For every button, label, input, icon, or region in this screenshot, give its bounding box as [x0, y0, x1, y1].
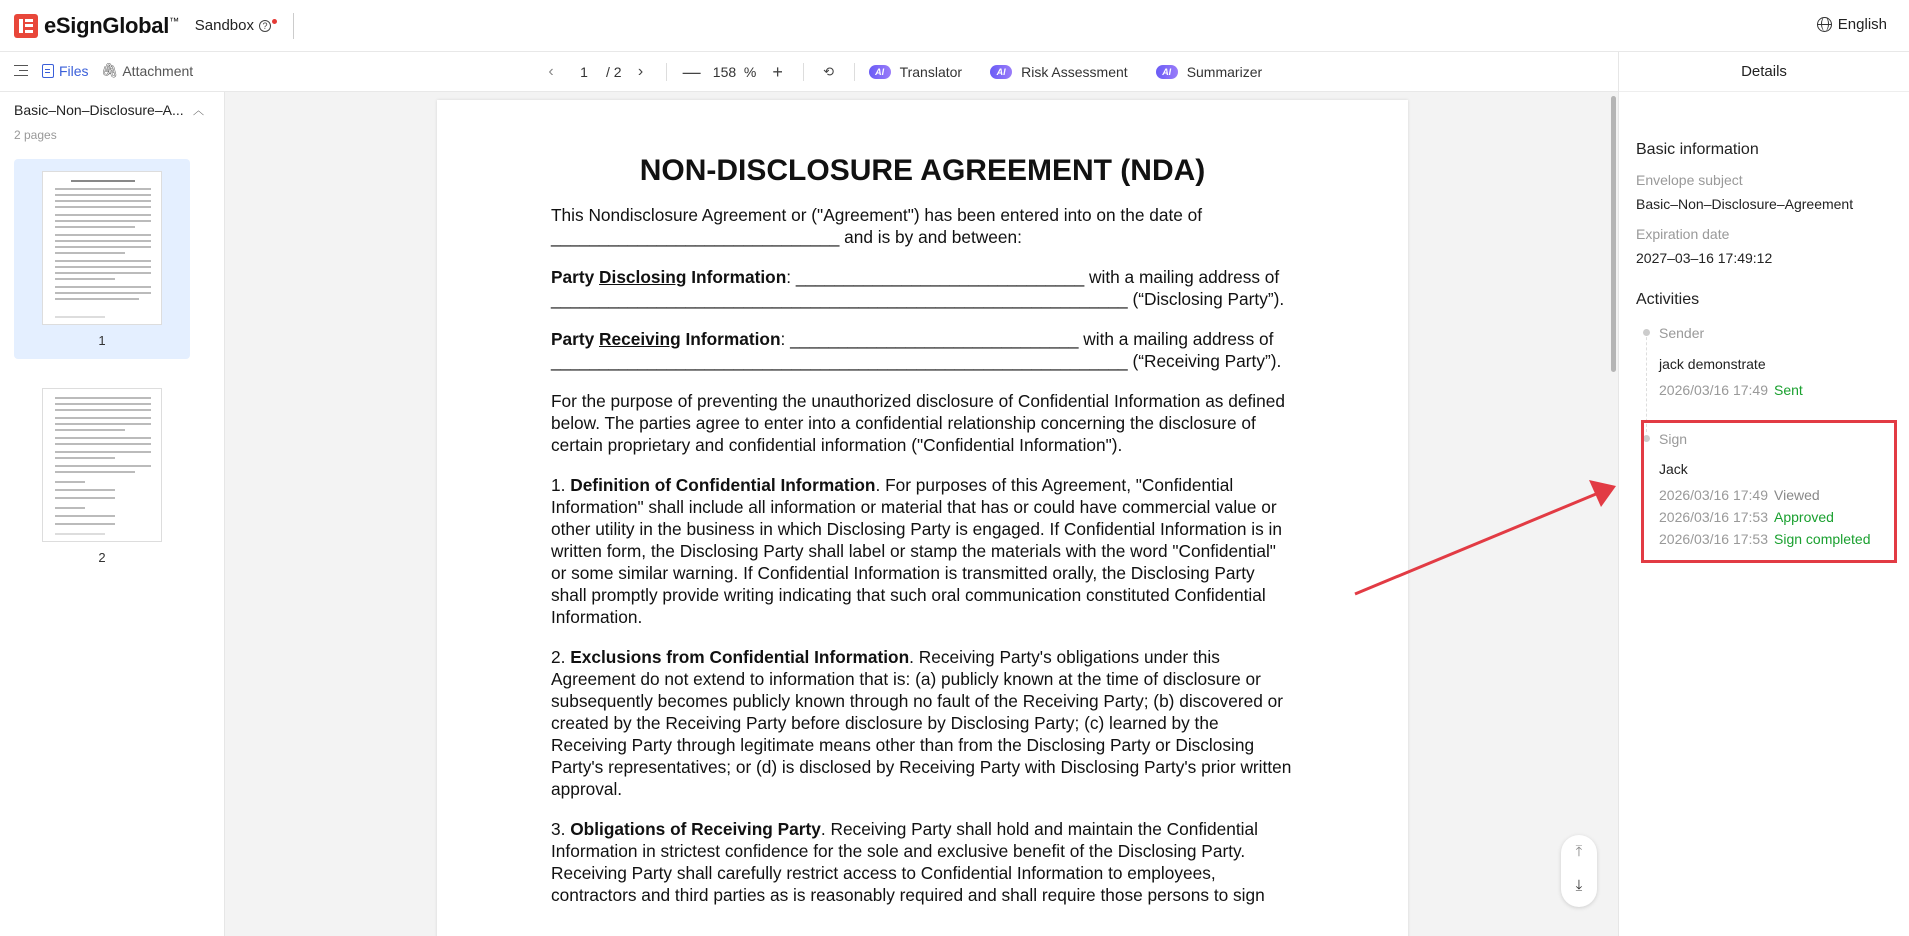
section-2	[551, 646, 1294, 800]
document-group-header[interactable]	[14, 102, 204, 118]
section-number: 2.	[551, 647, 571, 667]
section-1	[551, 474, 1294, 628]
file-sidebar	[0, 92, 225, 936]
summarizer-label: Summarizer	[1186, 64, 1263, 80]
thumbnail-image	[42, 171, 162, 325]
paperclip-icon: 🖇	[100, 62, 119, 78]
activity-role-sender: Sender	[1659, 325, 1705, 341]
page-number-input[interactable]: 1	[580, 64, 588, 80]
section-heading: Definition of Confidential Information	[570, 475, 876, 495]
brand-logo[interactable]	[14, 13, 179, 39]
section-number: 1.	[551, 475, 571, 495]
thumbnail-image	[42, 388, 162, 542]
envelope-subject-value: Basic–Non–Disclosure–Agreement	[1636, 196, 1854, 212]
timeline-dot	[1643, 329, 1650, 336]
document-page	[437, 100, 1408, 936]
file-icon	[42, 64, 54, 78]
outline-toggle-icon[interactable]	[14, 65, 28, 77]
label-party: Party	[551, 329, 600, 349]
document-title: NON-DISCLOSURE AGREEMENT (NDA)	[639, 154, 1206, 187]
activity-name-sender: jack demonstrate	[1659, 356, 1766, 372]
intro-paragraph: This Nondisclosure Agreement or ("Agreement") has been entered into on the date of ______________________________ and is by and between:	[551, 205, 1203, 247]
zoom-unit: %	[743, 64, 757, 80]
top-header	[0, 0, 1909, 52]
language-selector[interactable]	[1817, 16, 1887, 33]
activity-name-sign: Jack	[1659, 461, 1688, 477]
label-disclosing: Disclosing	[599, 267, 687, 287]
tab-attachment[interactable]	[101, 62, 194, 79]
toolbar-divider	[854, 63, 855, 81]
event-status: Sent	[1774, 382, 1803, 398]
document-viewer[interactable]	[225, 92, 1618, 936]
section-number: 3.	[551, 819, 571, 839]
activities-title: Activities	[1636, 291, 1700, 308]
risk-assessment-button[interactable]	[990, 64, 1128, 80]
summarizer-button[interactable]	[1156, 64, 1262, 80]
scroll-to-bottom-icon[interactable]: ⤓	[1575, 877, 1583, 894]
zoom-in-button[interactable]: +	[772, 61, 783, 82]
disclosing-party-paragraph	[551, 266, 1294, 310]
tab-files-label: Files	[59, 62, 89, 79]
language-label: English	[1837, 16, 1887, 33]
environment-label[interactable]	[195, 17, 277, 34]
document-name: Basic–Non–Disclosure–A...	[14, 102, 184, 118]
page-thumbnail-2[interactable]	[14, 376, 190, 576]
envelope-subject-label: Envelope subject	[1636, 172, 1743, 188]
trademark: ™	[169, 16, 179, 28]
section-body: . For purposes of this Agreement, "Confidential Information" shall include all information or material that has or could have commercial value or other utility in the business in which Disclosing Party is engaged. If Confidential Information is in written form, the Disclosing Party shall label or stamp the materials with the word "Confidential" or some similar warning. If Confidential Information is transmitted orally, the Disclosing Party shall promptly provide writing indicating that such oral communication constituted Confidential Information.	[551, 475, 1282, 627]
event-time: 2026/03/16 17:49	[1659, 382, 1768, 398]
highlight-box	[1641, 420, 1897, 563]
event-status: Viewed	[1774, 487, 1820, 503]
brand-name: eSignGlobal	[44, 12, 170, 38]
activity-event	[1659, 382, 1803, 398]
toolbar-divider	[666, 63, 667, 81]
translator-label: Translator	[899, 64, 963, 80]
page-thumbnail-1[interactable]	[14, 159, 190, 359]
event-status: Sign completed	[1774, 531, 1871, 547]
chevron-up-icon[interactable]: ︿	[193, 105, 204, 117]
section-heading: Obligations of Receiving Party	[570, 819, 821, 839]
label-party: Party	[551, 267, 600, 287]
disclosing-party-text: : ______________________________ with a mailing address of ____________________________________________________________ (“Disclosing Party”).	[551, 267, 1285, 309]
expiration-value: 2027–03–16 17:49:12	[1636, 250, 1773, 266]
next-page-button[interactable]: ›	[637, 63, 644, 80]
header-divider	[293, 13, 294, 39]
label-receiving: Receiving	[599, 329, 681, 349]
help-icon[interactable]: ?	[259, 20, 271, 32]
details-panel	[1618, 52, 1909, 936]
label-information: Information	[680, 329, 781, 349]
page-count: 2 pages	[14, 128, 57, 142]
brand-logo-icon	[14, 14, 38, 38]
viewer-scrollbar[interactable]	[1611, 96, 1616, 372]
section-heading: Exclusions from Confidential Information	[570, 647, 910, 667]
viewer-toolbar	[0, 52, 1618, 92]
page-total: / 2	[606, 64, 622, 80]
details-title: Details	[1619, 52, 1909, 92]
environment-text: Sandbox	[194, 17, 254, 34]
globe-icon	[1817, 17, 1832, 32]
event-time: 2026/03/16 17:53	[1659, 509, 1768, 525]
label-information: Information	[686, 267, 787, 287]
scroll-controls	[1561, 835, 1597, 907]
tab-attachment-label: Attachment	[122, 62, 194, 79]
translator-button[interactable]	[869, 64, 963, 80]
notification-dot	[272, 19, 277, 24]
thumbnail-label: 2	[98, 550, 106, 565]
risk-assessment-label: Risk Assessment	[1021, 64, 1128, 80]
basic-info-title: Basic information	[1636, 141, 1759, 158]
scroll-to-top-icon[interactable]: ⤒	[1575, 843, 1583, 860]
ai-icon: AI	[1156, 65, 1178, 79]
prev-page-button[interactable]: ‹	[548, 63, 554, 80]
purpose-paragraph: For the purpose of preventing the unauthorized disclosure of Confidential Information as defined below. The parties agree to enter into a confidential relationship concerning the disclosure of certain proprietary and confidential information ("Confidential Information").	[551, 391, 1285, 455]
activity-role-sign: Sign	[1659, 431, 1688, 447]
event-time: 2026/03/16 17:53	[1659, 531, 1768, 547]
receiving-party-paragraph	[551, 328, 1294, 372]
ai-icon: AI	[869, 65, 891, 79]
section-body: . Receiving Party's obligations under this Agreement do not extend to information that is: (a) publicly known at the time of disclosure or subsequently becomes publicly known through no fault of the Receiving Party; (b) discovered or created by the Receiving Party before disclosure by Disclosing Party; (c) learned by the Receiving Party through legitimate means other than from the Disclosing Party or Disclosing Party's representatives; or (d) is disclosed by Receiving Party with Disclosing Party's prior written approval.	[551, 647, 1292, 799]
zoom-level[interactable]	[703, 64, 767, 80]
receiving-party-text: : ______________________________ with a mailing address of ____________________________________________________________ (“Receiving Party”).	[551, 329, 1282, 371]
event-status: Approved	[1774, 509, 1834, 525]
zoom-value: 158	[712, 64, 737, 80]
tab-files[interactable]	[42, 63, 89, 79]
ai-icon: AI	[990, 65, 1012, 79]
thumbnail-label: 1	[98, 333, 106, 348]
fit-page-icon[interactable]: ⟲	[823, 64, 835, 79]
toolbar-divider	[803, 63, 804, 81]
zoom-out-button[interactable]: —	[682, 61, 701, 82]
expiration-label: Expiration date	[1636, 226, 1730, 242]
timeline-line	[1646, 332, 1647, 432]
event-time: 2026/03/16 17:49	[1659, 487, 1768, 503]
section-3	[551, 818, 1294, 906]
section-body: . Receiving Party shall hold and maintain the Confidential Information in strictest confidence for the sole and exclusive benefit of the Disclosing Party. Receiving Party shall carefully restrict access to Confidential Information to employees, contractors and third parties as is reasonably required and shall require those persons to sign	[551, 819, 1265, 905]
